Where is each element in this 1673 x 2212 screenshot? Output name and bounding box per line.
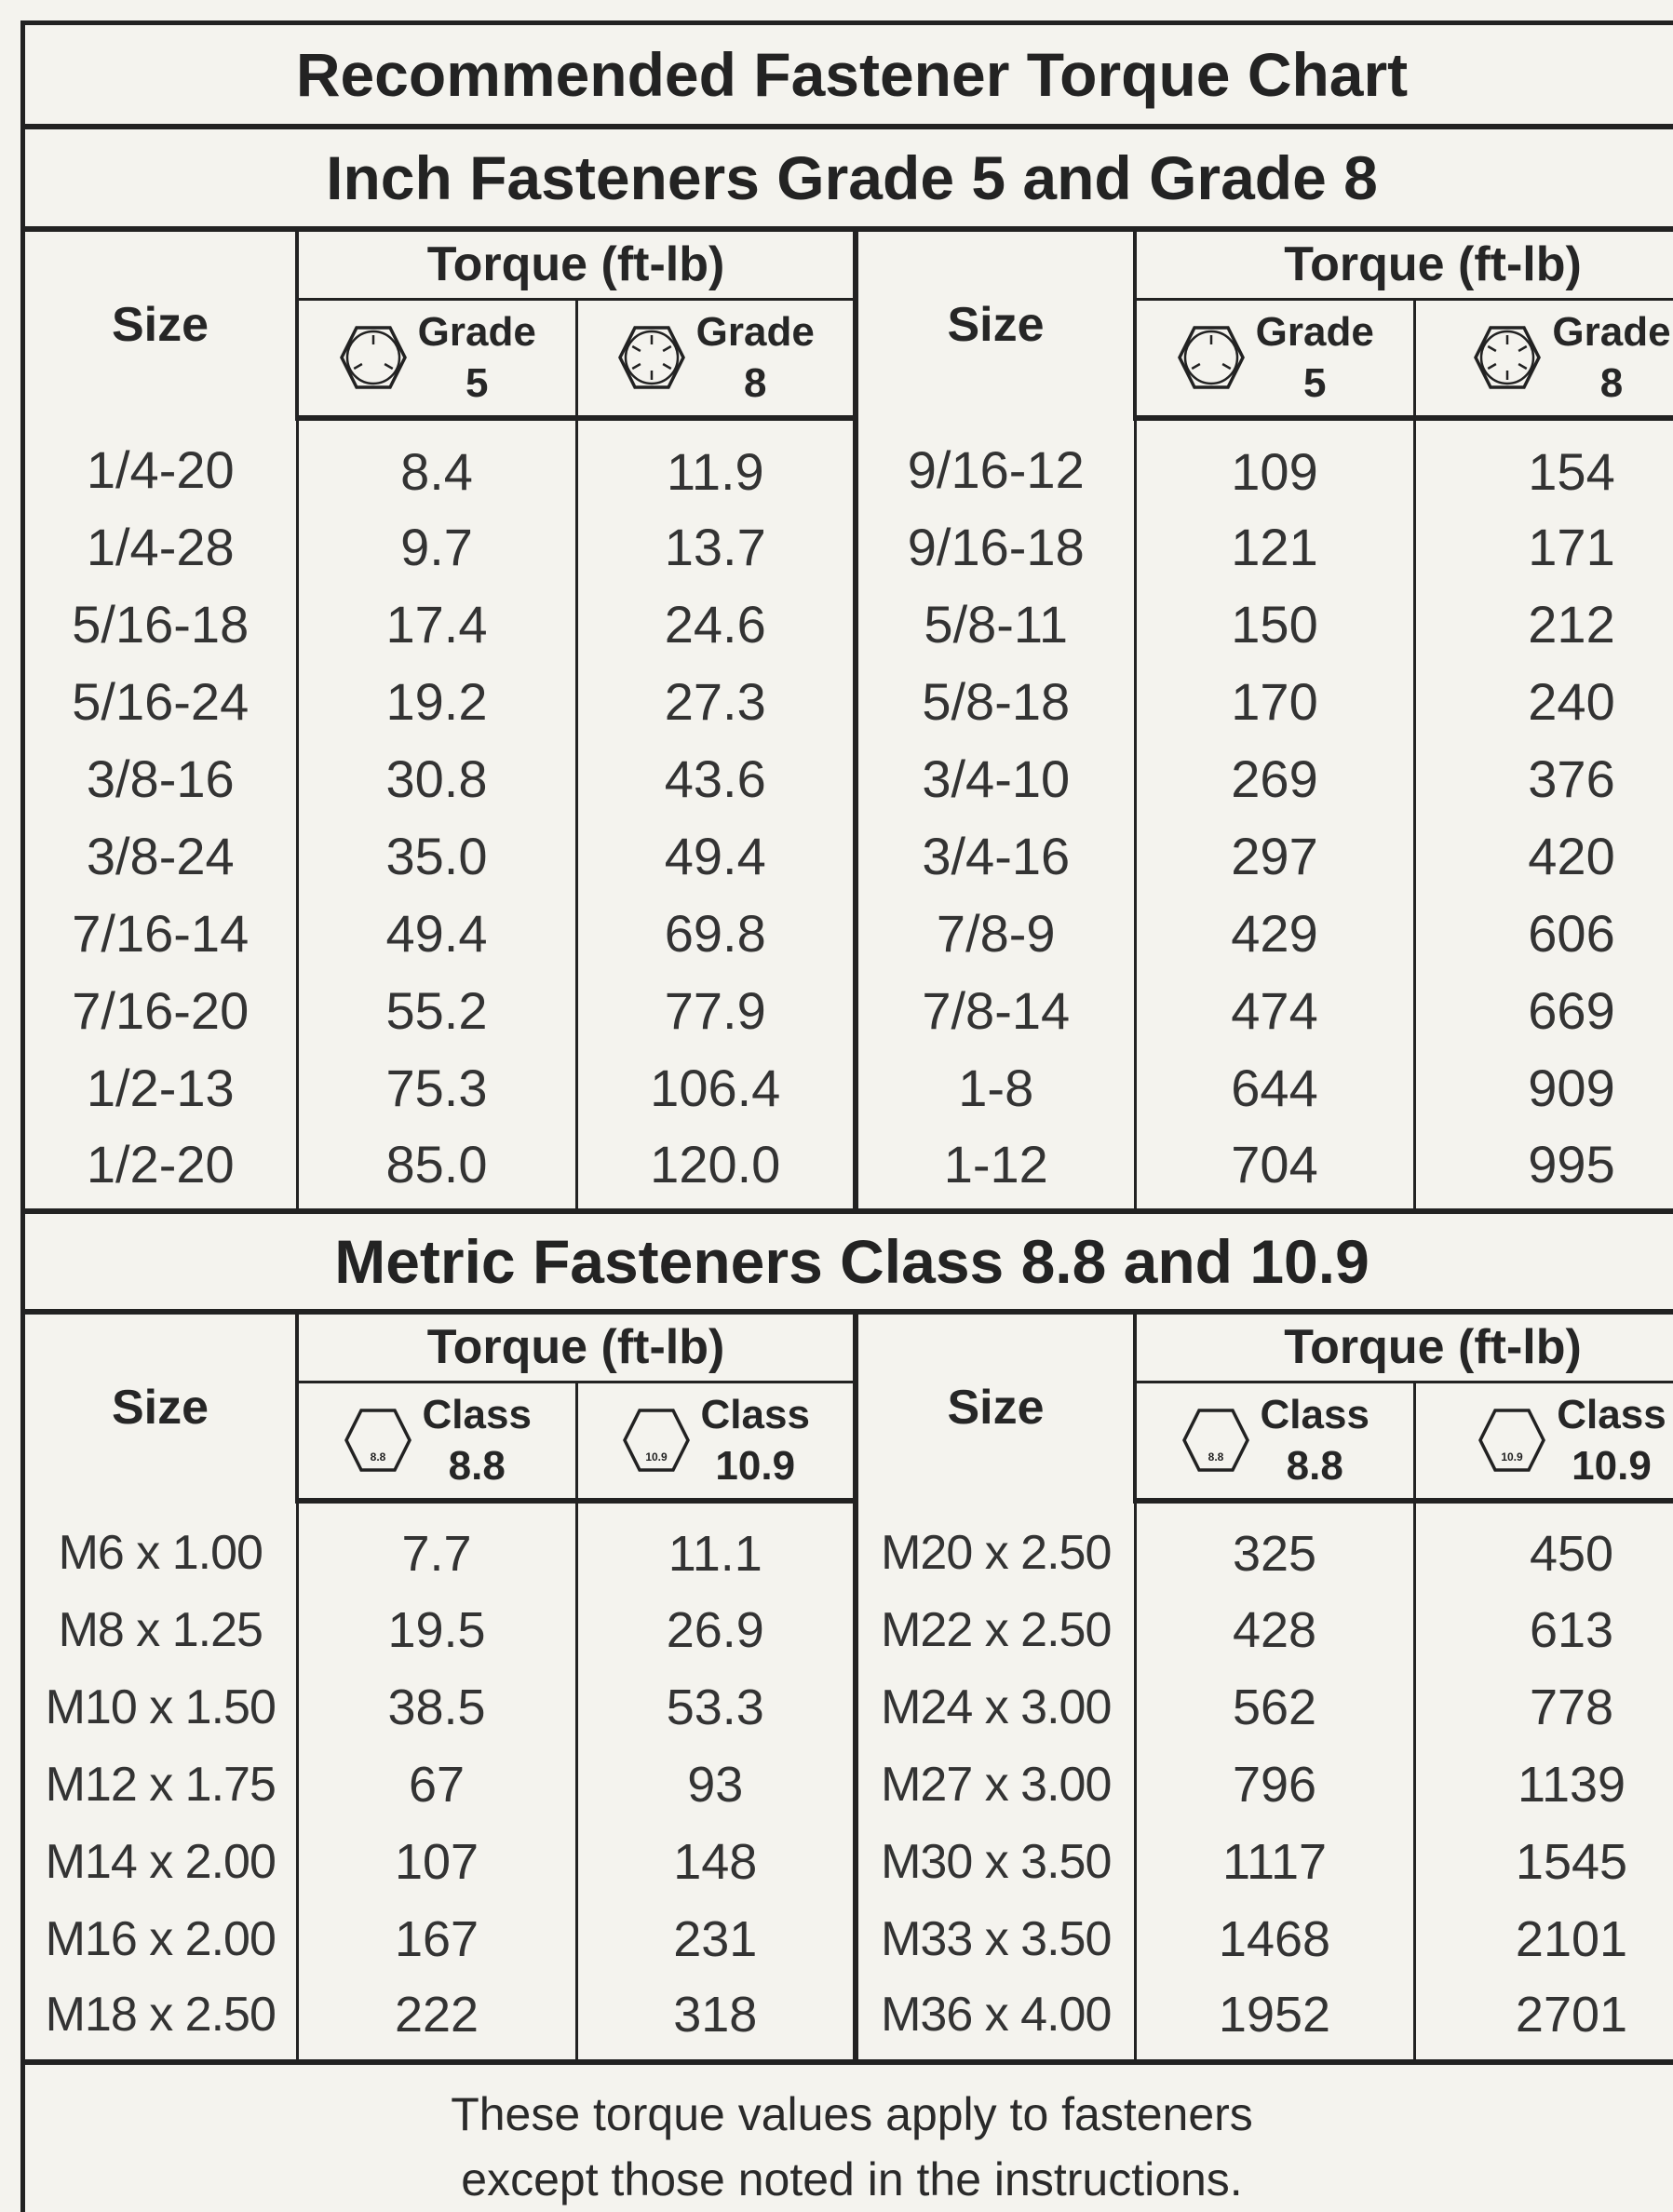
grade-mark-line	[354, 364, 362, 369]
column-label	[423, 1389, 532, 1491]
column-label	[1256, 306, 1374, 409]
size-header: Size	[856, 232, 1135, 418]
size-cell: 7/16-14	[25, 895, 297, 972]
torque-header: Torque (ft-lb)	[1135, 232, 1673, 299]
torque-value-cell: 30.8	[297, 740, 576, 817]
torque-value-cell: 11.9	[576, 418, 856, 508]
size-cell: 3/8-24	[25, 817, 297, 895]
size-cell: M24 x 3.00	[856, 1668, 1135, 1746]
torque-value-cell: 107	[297, 1823, 576, 1900]
size-cell: 9/16-12	[856, 418, 1135, 508]
chart-title: Recommended Fastener Torque Chart	[295, 40, 1409, 109]
size-cell: M10 x 1.50	[25, 1668, 297, 1746]
torque-value-cell: 67	[297, 1746, 576, 1823]
torque-value-cell: 231	[576, 1900, 856, 1977]
torque-value-cell: 154	[1414, 418, 1673, 508]
size-cell: 5/16-24	[25, 663, 297, 740]
grade-mark-line	[632, 364, 641, 369]
table-row	[25, 972, 1673, 1049]
torque-value-cell: 2101	[1414, 1900, 1673, 1977]
torque-value-cell: 85.0	[297, 1126, 576, 1211]
grade-8-bolt-head-icon	[1472, 322, 1543, 393]
torque-value-cell: 19.5	[297, 1591, 576, 1668]
grade-mark-line	[1489, 346, 1497, 351]
column-label	[696, 306, 815, 409]
table-row	[25, 1746, 1673, 1823]
grade-8-header	[576, 299, 856, 418]
torque-value-cell: 17.4	[297, 586, 576, 663]
torque-value-cell: 778	[1414, 1668, 1673, 1746]
head-mark-text: 10.9	[1501, 1450, 1523, 1464]
torque-value-cell: 49.4	[576, 817, 856, 895]
table-row	[25, 1049, 1673, 1126]
column-label-line-2: 5	[1303, 360, 1327, 407]
inch-section-heading-band	[25, 129, 1673, 232]
class-8-8-header	[297, 1382, 576, 1501]
torque-value-cell: 93	[576, 1746, 856, 1823]
torque-value-cell: 77.9	[576, 972, 856, 1049]
head-mark-text: 10.9	[644, 1450, 668, 1464]
class-10-9-header	[576, 1382, 856, 1501]
table-row	[25, 418, 1673, 508]
torque-header: Torque (ft-lb)	[1135, 1315, 1673, 1382]
torque-value-cell: 420	[1414, 817, 1673, 895]
grade-8-header	[1414, 299, 1673, 418]
footnote-line-2: except those noted in the instructions.	[461, 2153, 1243, 2205]
table-row	[25, 1977, 1673, 2062]
torque-value-cell: 27.3	[576, 663, 856, 740]
torque-chart-sheet	[20, 20, 1673, 2212]
torque-value-cell: 474	[1135, 972, 1414, 1049]
size-cell: M14 x 2.00	[25, 1823, 297, 1900]
size-cell: M22 x 2.50	[856, 1591, 1135, 1668]
grade-mark-line	[1222, 364, 1231, 369]
torque-header: Torque (ft-lb)	[297, 232, 856, 299]
column-label-line-1: Grade	[1552, 309, 1671, 356]
size-header: Size	[25, 1315, 297, 1501]
size-cell: 5/8-11	[856, 586, 1135, 663]
torque-value-cell: 75.3	[297, 1049, 576, 1126]
class-10-9-header	[1414, 1382, 1673, 1501]
size-cell: M20 x 2.50	[856, 1501, 1135, 1591]
torque-value-cell: 1468	[1135, 1900, 1414, 1977]
grade-mark-line	[1489, 364, 1497, 369]
torque-value-cell: 26.9	[576, 1591, 856, 1668]
torque-value-cell: 120.0	[576, 1126, 856, 1211]
size-cell: 1/2-13	[25, 1049, 297, 1126]
column-label-line-1: Class	[1557, 1392, 1666, 1438]
size-header: Size	[856, 1315, 1135, 1501]
grade-mark-line	[1519, 346, 1528, 351]
torque-value-cell: 150	[1135, 586, 1414, 663]
torque-value-cell: 69.8	[576, 895, 856, 972]
class-10-9-bolt-head-icon	[621, 1405, 692, 1476]
torque-value-cell: 38.5	[297, 1668, 576, 1746]
size-cell: 1/4-28	[25, 508, 297, 586]
grade-mark-line	[1519, 364, 1528, 369]
torque-value-cell: 644	[1135, 1049, 1414, 1126]
torque-value-cell: 53.3	[576, 1668, 856, 1746]
torque-value-cell: 49.4	[297, 895, 576, 972]
column-label-line-1: Class	[422, 1392, 532, 1438]
torque-value-cell: 704	[1135, 1126, 1414, 1211]
torque-value-cell: 995	[1414, 1126, 1673, 1211]
torque-value-cell: 222	[297, 1977, 576, 2062]
torque-value-cell: 450	[1414, 1501, 1673, 1591]
column-label-line-2: 10.9	[715, 1443, 796, 1490]
table-row	[25, 1823, 1673, 1900]
size-cell: 7/8-9	[856, 895, 1135, 972]
torque-value-cell: 13.7	[576, 508, 856, 586]
size-header: Size	[25, 232, 297, 418]
torque-value-cell: 318	[576, 1977, 856, 2062]
table-row	[25, 817, 1673, 895]
torque-value-cell: 562	[1135, 1668, 1414, 1746]
torque-value-cell: 606	[1414, 895, 1673, 972]
size-cell: 5/16-18	[25, 586, 297, 663]
column-label	[701, 1389, 810, 1491]
torque-value-cell: 8.4	[297, 418, 576, 508]
torque-value-cell: 212	[1414, 586, 1673, 663]
size-cell: 3/4-16	[856, 817, 1135, 895]
size-cell: M27 x 3.00	[856, 1746, 1135, 1823]
column-label-line-1: Class	[1260, 1392, 1369, 1438]
size-cell: M12 x 1.75	[25, 1746, 297, 1823]
column-label	[418, 306, 536, 409]
torque-value-cell: 240	[1414, 663, 1673, 740]
torque-value-cell: 7.7	[297, 1501, 576, 1591]
head-mark-text: 8.8	[1208, 1450, 1223, 1464]
grade-mark-line	[1192, 364, 1200, 369]
column-label-line-1: Grade	[1255, 309, 1374, 356]
table-row	[25, 740, 1673, 817]
torque-value-cell: 170	[1135, 663, 1414, 740]
torque-value-cell: 24.6	[576, 586, 856, 663]
torque-value-cell: 325	[1135, 1501, 1414, 1591]
table-row	[25, 1501, 1673, 1591]
class-8-8-bolt-head-icon	[343, 1405, 413, 1476]
size-cell: M18 x 2.50	[25, 1977, 297, 2062]
table-row	[25, 586, 1673, 663]
size-cell: M30 x 3.50	[856, 1823, 1135, 1900]
inch-section-heading: Inch Fasteners Grade 5 and Grade 8	[326, 143, 1378, 212]
torque-value-cell: 35.0	[297, 817, 576, 895]
torque-value-cell: 297	[1135, 817, 1414, 895]
grade-mark-line	[663, 346, 671, 351]
torque-value-cell: 2701	[1414, 1977, 1673, 2062]
size-cell: M8 x 1.25	[25, 1591, 297, 1668]
inch-torque-table	[25, 232, 1673, 1214]
column-label-line-2: 8.8	[448, 1443, 506, 1490]
torque-value-cell: 19.2	[297, 663, 576, 740]
size-cell: 1-8	[856, 1049, 1135, 1126]
torque-value-cell: 43.6	[576, 740, 856, 817]
torque-value-cell: 1952	[1135, 1977, 1414, 2062]
torque-value-cell: 269	[1135, 740, 1414, 817]
torque-value-cell: 613	[1414, 1591, 1673, 1668]
torque-value-cell: 796	[1135, 1746, 1414, 1823]
footnote-line-1: These torque values apply to fasteners	[451, 2088, 1253, 2140]
grade-5-bolt-head-icon	[1176, 322, 1247, 393]
column-label-line-1: Grade	[417, 309, 536, 356]
torque-value-cell: 109	[1135, 418, 1414, 508]
size-cell: 1/4-20	[25, 418, 297, 508]
grade-mark-line	[663, 364, 671, 369]
torque-value-cell: 11.1	[576, 1501, 856, 1591]
size-cell: M6 x 1.00	[25, 1501, 297, 1591]
torque-value-cell: 1139	[1414, 1746, 1673, 1823]
size-cell: M33 x 3.50	[856, 1900, 1135, 1977]
torque-value-cell: 1545	[1414, 1823, 1673, 1900]
head-mark-text: 8.8	[370, 1450, 385, 1464]
size-cell: 3/8-16	[25, 740, 297, 817]
size-cell: 7/16-20	[25, 972, 297, 1049]
torque-value-cell: 376	[1414, 740, 1673, 817]
grade-mark-line	[385, 364, 393, 369]
chart-title-band	[25, 25, 1673, 129]
torque-value-cell: 171	[1414, 508, 1673, 586]
table-row	[25, 895, 1673, 972]
table-row	[25, 1591, 1673, 1668]
torque-value-cell: 9.7	[297, 508, 576, 586]
class-8-8-header	[1135, 1382, 1414, 1501]
torque-value-cell: 428	[1135, 1591, 1414, 1668]
torque-value-cell: 429	[1135, 895, 1414, 972]
column-label-line-2: 8	[744, 360, 767, 407]
size-cell: 1/2-20	[25, 1126, 297, 1211]
size-cell: M16 x 2.00	[25, 1900, 297, 1977]
grade-5-header	[297, 299, 576, 418]
metric-section-heading: Metric Fasteners Class 8.8 and 10.9	[334, 1227, 1369, 1296]
table-row	[25, 1900, 1673, 1977]
torque-value-cell: 909	[1414, 1049, 1673, 1126]
grade-mark-line	[632, 346, 641, 351]
metric-section-heading-band	[25, 1214, 1673, 1315]
column-label-line-1: Grade	[695, 309, 815, 356]
table-row	[25, 508, 1673, 586]
metric-torque-table	[25, 1315, 1673, 2065]
torque-value-cell: 106.4	[576, 1049, 856, 1126]
size-cell: 5/8-18	[856, 663, 1135, 740]
torque-header: Torque (ft-lb)	[297, 1315, 856, 1382]
torque-value-cell: 55.2	[297, 972, 576, 1049]
size-cell: 3/4-10	[856, 740, 1135, 817]
column-label	[1552, 306, 1670, 409]
torque-value-cell: 167	[297, 1900, 576, 1977]
column-label-line-1: Class	[700, 1392, 810, 1438]
footnote	[25, 2065, 1673, 2212]
torque-value-cell: 669	[1414, 972, 1673, 1049]
torque-value-cell: 121	[1135, 508, 1414, 586]
grade-5-header	[1135, 299, 1414, 418]
class-8-8-bolt-head-icon	[1181, 1405, 1251, 1476]
column-label-line-2: 8	[1599, 360, 1624, 407]
size-cell: 9/16-18	[856, 508, 1135, 586]
column-label	[1261, 1389, 1369, 1491]
class-10-9-bolt-head-icon	[1477, 1405, 1547, 1476]
torque-value-cell: 1117	[1135, 1823, 1414, 1900]
size-cell: M36 x 4.00	[856, 1977, 1135, 2062]
column-label-line-2: 10.9	[1572, 1443, 1652, 1490]
grade-5-bolt-head-icon	[338, 322, 409, 393]
table-row	[25, 1126, 1673, 1211]
grade-8-bolt-head-icon	[616, 322, 687, 393]
table-row	[25, 663, 1673, 740]
column-label-line-2: 8.8	[1286, 1443, 1343, 1490]
size-cell: 7/8-14	[856, 972, 1135, 1049]
column-label-line-2: 5	[465, 360, 489, 407]
table-row	[25, 1668, 1673, 1746]
torque-value-cell: 148	[576, 1823, 856, 1900]
column-label	[1557, 1389, 1666, 1491]
size-cell: 1-12	[856, 1126, 1135, 1211]
